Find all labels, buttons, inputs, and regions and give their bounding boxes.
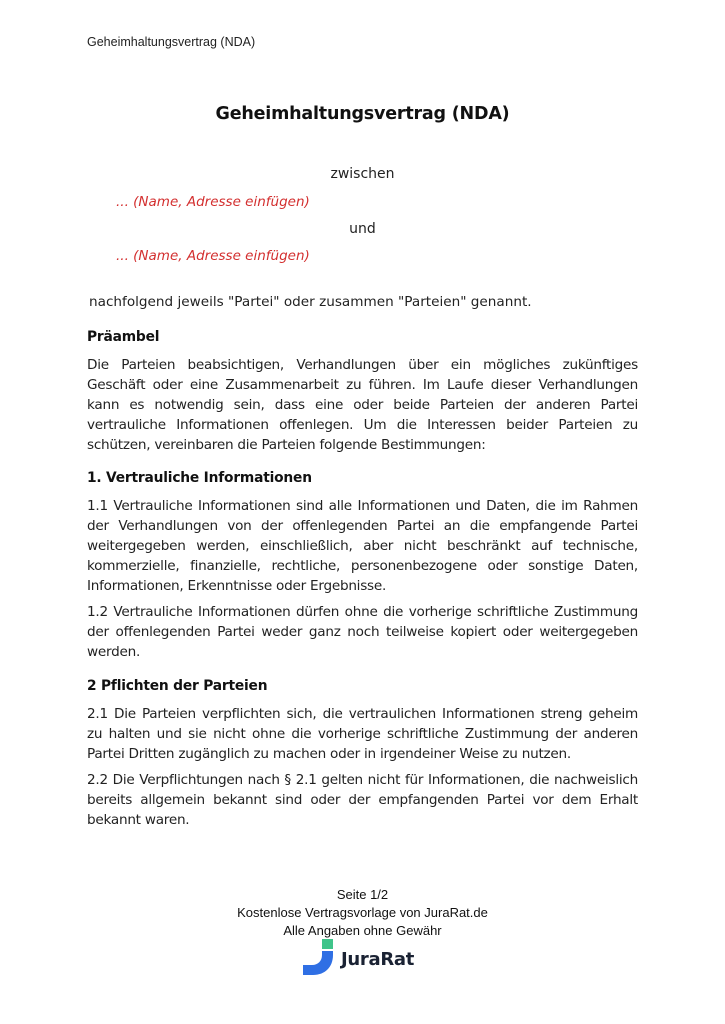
parties-intro: nachfolgend jeweils "Partei" oder zusammen "Parteien" genannt.: [89, 294, 532, 310]
section-preamble: [87, 329, 638, 461]
section-paragraph: 2.1 Die Parteien verpflichten sich, die vertraulichen Informationen streng geheim zu halten und sie nicht ohne die vorherige schriftliche Zustimmung der anderen Partei Dritten zugänglich zu machen oder in irgendeiner Weise zu nutzen.: [87, 706, 638, 762]
document-title: Geheimhaltungsvertrag (NDA): [215, 104, 510, 124]
section-obligations: [87, 678, 638, 836]
logo-wordmark: JuraRat: [341, 948, 415, 970]
section-paragraph: Die Parteien beabsichtigen, Verhandlungen über ein mögliches zukünftiges Geschäft oder eine Zusammenarbeit zu führen. Im Laufe dieser Verhandlungen kann es notwendig sein, dass eine oder beide Parteien der anderen Partei vertrauliche Informationen offenlegen. Um die Interessen beider Parteien zu schützen, vereinbaren die Parteien folgende Bestimmungen:: [87, 357, 638, 453]
page-footer: [0, 886, 725, 940]
party-1-placeholder: ... (Name, Adresse einfügen): [116, 194, 310, 210]
running-header: Geheimhaltungsvertrag (NDA): [87, 35, 256, 49]
section-heading: 2 Pflichten der Parteien: [87, 678, 268, 694]
and-label: und: [349, 221, 376, 237]
template-source: Kostenlose Vertragsvorlage von JuraRat.de: [237, 905, 488, 920]
party-2-placeholder: ... (Name, Adresse einfügen): [116, 248, 310, 264]
section-paragraph: 2.2 Die Verpflichtungen nach § 2.1 gelten nicht für Informationen, die nachweislich bereits allgemein bekannt sind oder der empfangenden Partei vor dem Erhalt bekannt waren.: [87, 772, 638, 828]
jurarat-logo: [302, 939, 427, 977]
section-paragraph: 1.2 Vertrauliche Informationen dürfen ohne die vorherige schriftliche Zustimmung der offenlegenden Partei weder ganz noch teilweise kopiert oder weitergegeben werden.: [87, 604, 638, 660]
page-number: Seite 1/2: [336, 887, 389, 902]
jurarat-logo-icon: [302, 939, 338, 977]
disclaimer: Alle Angaben ohne Gewähr: [283, 923, 442, 938]
section-paragraph: 1.1 Vertrauliche Informationen sind alle Informationen und Daten, die im Rahmen der Verhandlungen von der offenlegenden Partei an die empfangende Partei weitergegeben werden, einschließlich, aber nicht beschränkt auf technische, kommerzielle, finanzielle, rechtliche, personenbezogene oder sonstige Daten, Informationen, Erkenntnisse oder Ergebnisse.: [87, 498, 638, 594]
between-label: zwischen: [330, 166, 395, 182]
section-confidential-information: [87, 470, 638, 668]
section-heading: 1. Vertrauliche Informationen: [87, 470, 312, 486]
section-heading: Präambel: [87, 329, 160, 345]
